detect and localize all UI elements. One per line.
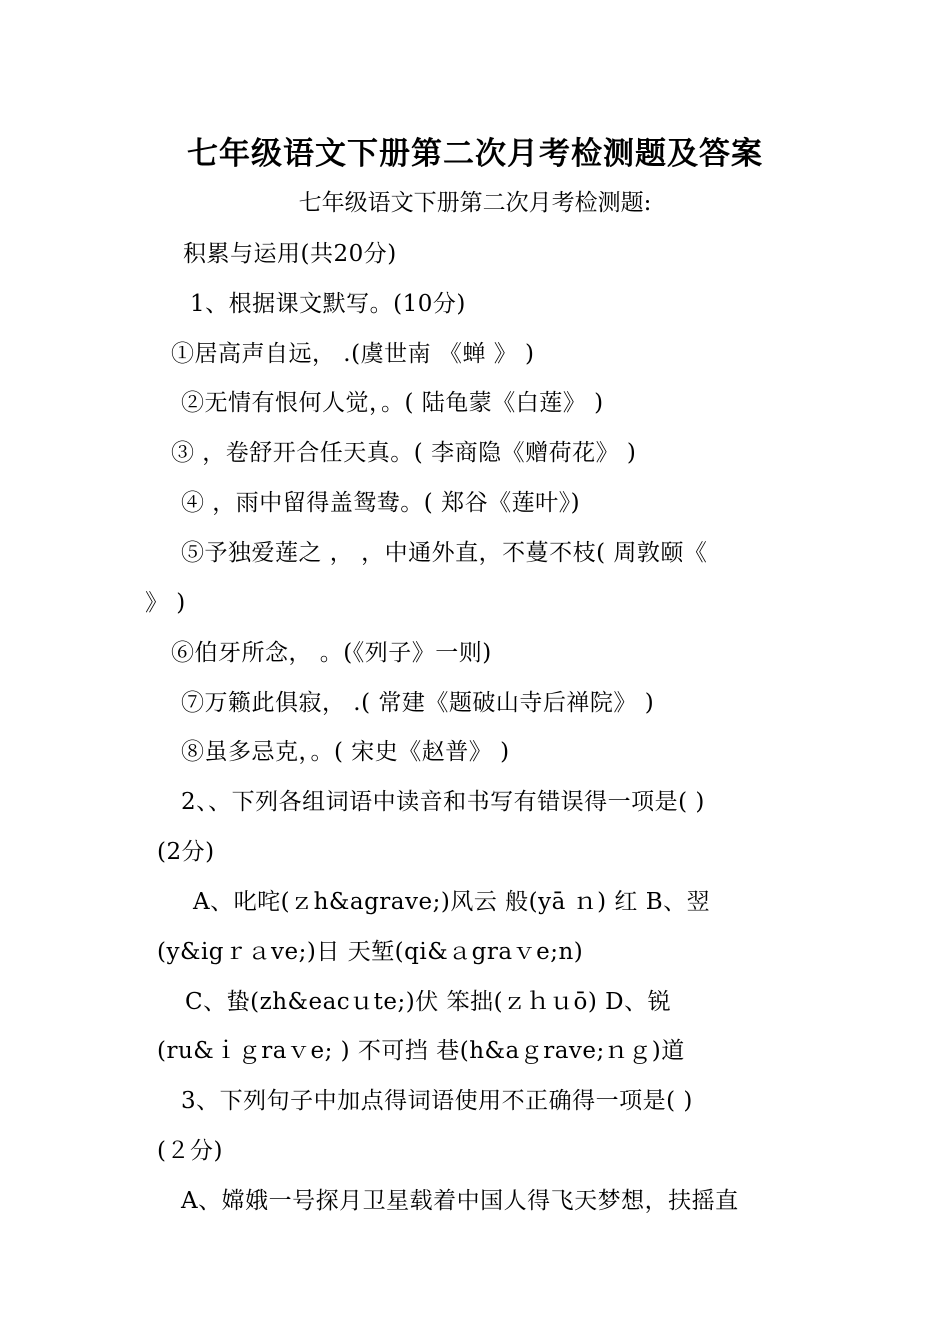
question-1: 1、根据课文默写。(10分) — [190, 291, 466, 317]
question-2: 2、、下列各组词语中读音和书写有错误得一项是( ) — [181, 789, 705, 815]
document-subtitle: 七年级语文下册第二次月考检测题: — [298, 190, 652, 216]
question-2-points: (2分) — [157, 839, 215, 865]
option-c-d: C、蛰(zh&eacｕte;)伏 笨拙(ｚｈｕō) D、锐 — [185, 989, 672, 1015]
section-heading: 积累与运用(共20分) — [183, 241, 397, 267]
option-a-b: A、叱咤(ｚh&agrave;)风云 般(yā ｎ) 红 B、翌 — [193, 889, 711, 915]
item-5: ⑤予独爱莲之 ， ，中通外直，不蔓不枝( 周敦颐《 — [181, 540, 708, 566]
item-5-continued: 》 ) — [145, 590, 186, 616]
item-7: ⑦万籁此俱寂， .( 常建《题破山寺后禅院》 ) — [181, 690, 655, 716]
option-d-continued: (ru&ｉｇraｖe; ) 不可挡 巷(h&aｇrave;ｎｇ)道 — [157, 1038, 685, 1064]
option-b-continued: (y&igｒａve;)日 天堑(qi&ａgraｖe;n) — [157, 939, 584, 965]
document-title: 七年级语文下册第二次月考检测题及答案 — [187, 136, 763, 172]
question-3-option-a: A、嫦娥一号探月卫星载着中国人得飞天梦想，扶摇直 — [181, 1188, 739, 1214]
item-1: ①居高声自远， .(虞世南 《蝉 》 ) — [171, 341, 535, 367]
item-8: ⑧虽多忌克，。( 宋史《赵普》 ) — [181, 739, 510, 765]
question-3: 3、下列句子中加点得词语使用不正确得一项是( ) — [181, 1088, 693, 1114]
item-3: ③ ，卷舒开合任天真。( 李商隐《赠荷花》 ) — [171, 440, 637, 466]
question-3-points: (２分) — [157, 1138, 223, 1164]
item-4: ④ ，雨中留得盖鸳鸯。( 郑谷《莲叶》) — [181, 490, 581, 516]
item-6: ⑥伯牙所念， 。(《列子》一则) — [171, 640, 492, 666]
item-2: ②无情有恨何人觉，。( 陆龟蒙《白莲》 ) — [181, 390, 604, 416]
